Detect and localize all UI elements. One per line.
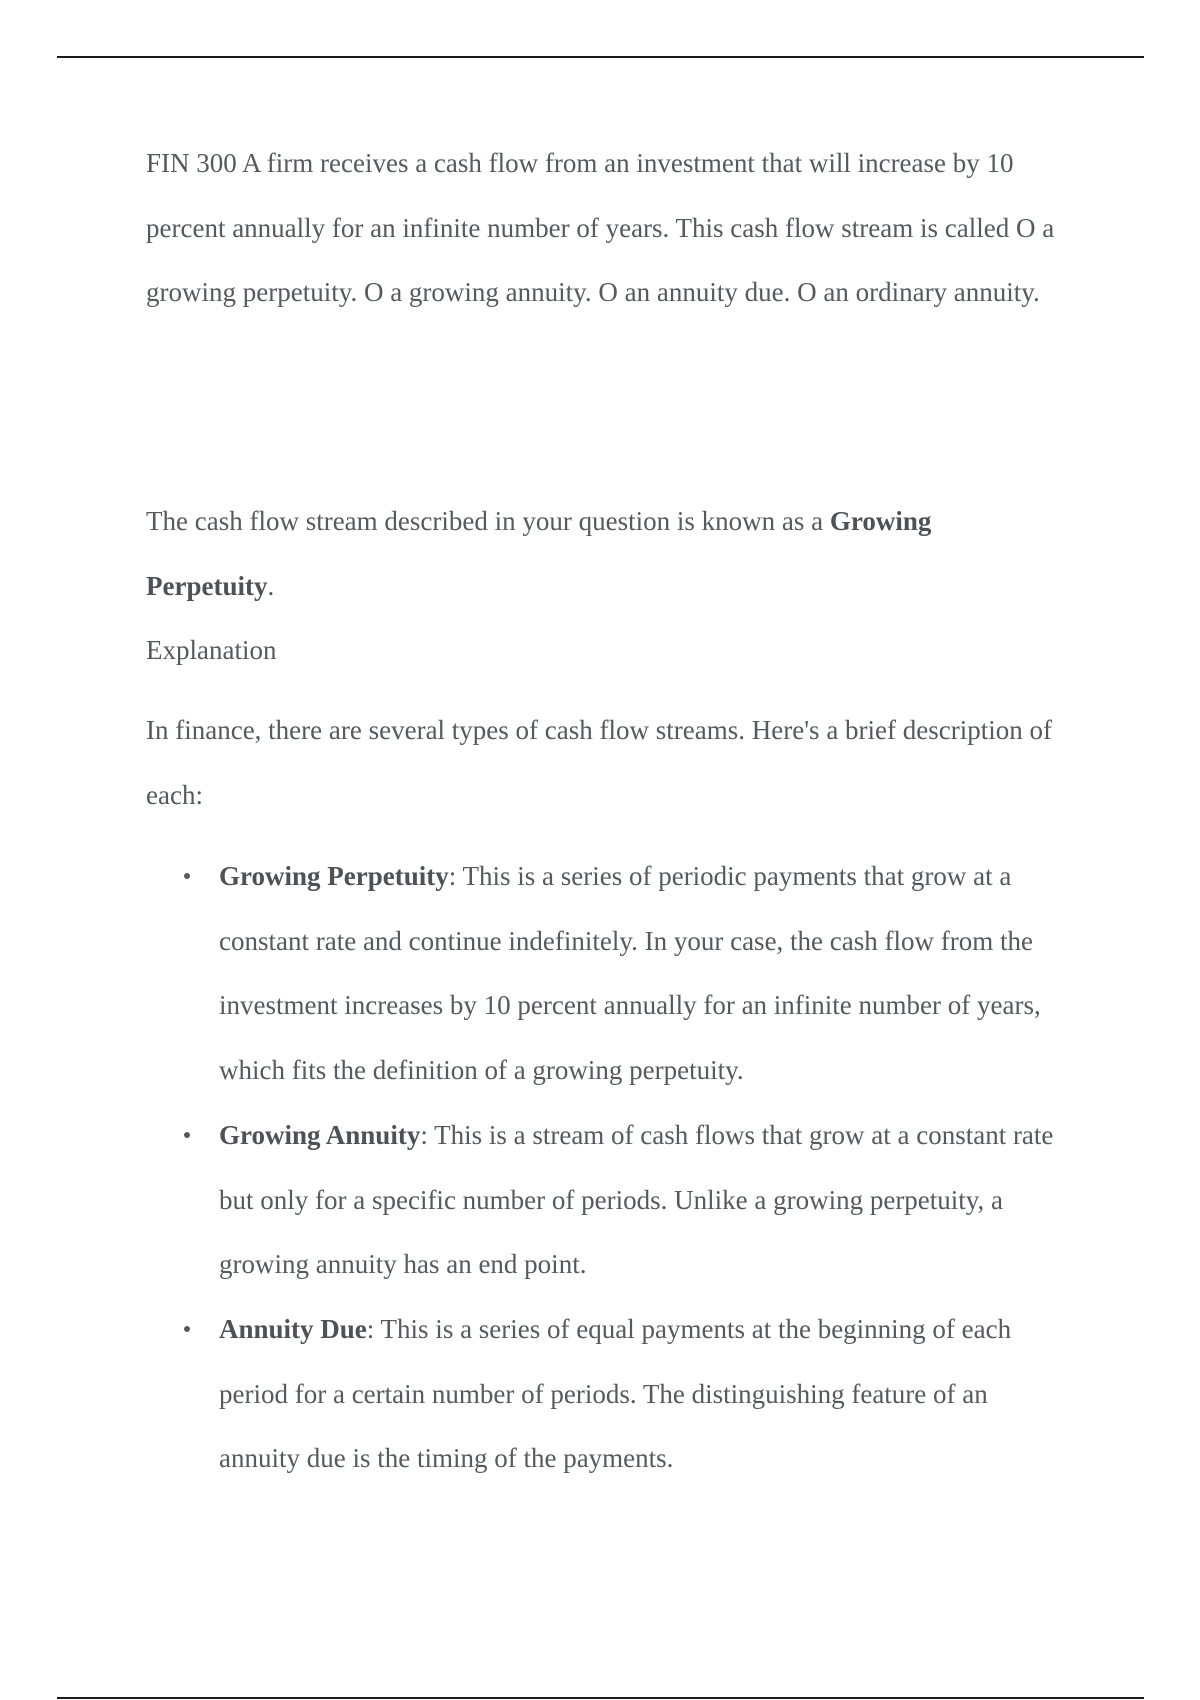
answer-prefix: The cash flow stream described in your question is known as a	[146, 506, 830, 536]
bottom-rule	[57, 1697, 1144, 1699]
bullet-icon	[184, 1132, 190, 1138]
list-item	[146, 844, 1066, 1103]
top-rule	[57, 56, 1144, 58]
answer-text	[146, 489, 1066, 618]
list-item	[146, 1103, 1066, 1297]
cash-flow-types-list	[146, 844, 1066, 1491]
bullet-icon	[184, 873, 190, 879]
question-text: FIN 300 A firm receives a cash flow from an investment that will increase by 10 percent annually for an infinite number of years. This cash flow stream is called O a growing perpetuity. O a growing annuity. O an annuity due. O an ordinary annuity.	[146, 148, 1055, 308]
list-item-text: : This is a stream of cash flows that grow at a constant rate but only for a specific number of periods. Unlike a growing perpetuity, a growing annuity has an end point.	[219, 1119, 1054, 1280]
list-item-text: : This is a series of equal payments at the beginning of each period for a certain number of periods. The distinguishing feature of an annuity due is the timing of the payments.	[219, 1313, 1012, 1474]
bullet-icon	[184, 1326, 190, 1332]
list-item-term: Growing Perpetuity	[219, 861, 449, 891]
explanation-intro: In finance, there are several types of cash flow streams. Here's a brief description of each:	[146, 715, 1052, 810]
answer-suffix: .	[267, 570, 275, 601]
list-item	[146, 1297, 1066, 1491]
answer-bold: Growing Perpetuity	[146, 506, 932, 601]
list-item-text: : This is a series of periodic payments that grow at a constant rate and continue indefinitely. In your case, the cash flow from the investment increases by 10 percent annually for an infinite number of years, which fits the definition of a growing perpetuity.	[219, 861, 1041, 1086]
list-item-term: Annuity Due	[219, 1313, 367, 1344]
explanation-heading: Explanation	[146, 635, 277, 665]
list-item-term: Growing Annuity	[219, 1119, 421, 1150]
